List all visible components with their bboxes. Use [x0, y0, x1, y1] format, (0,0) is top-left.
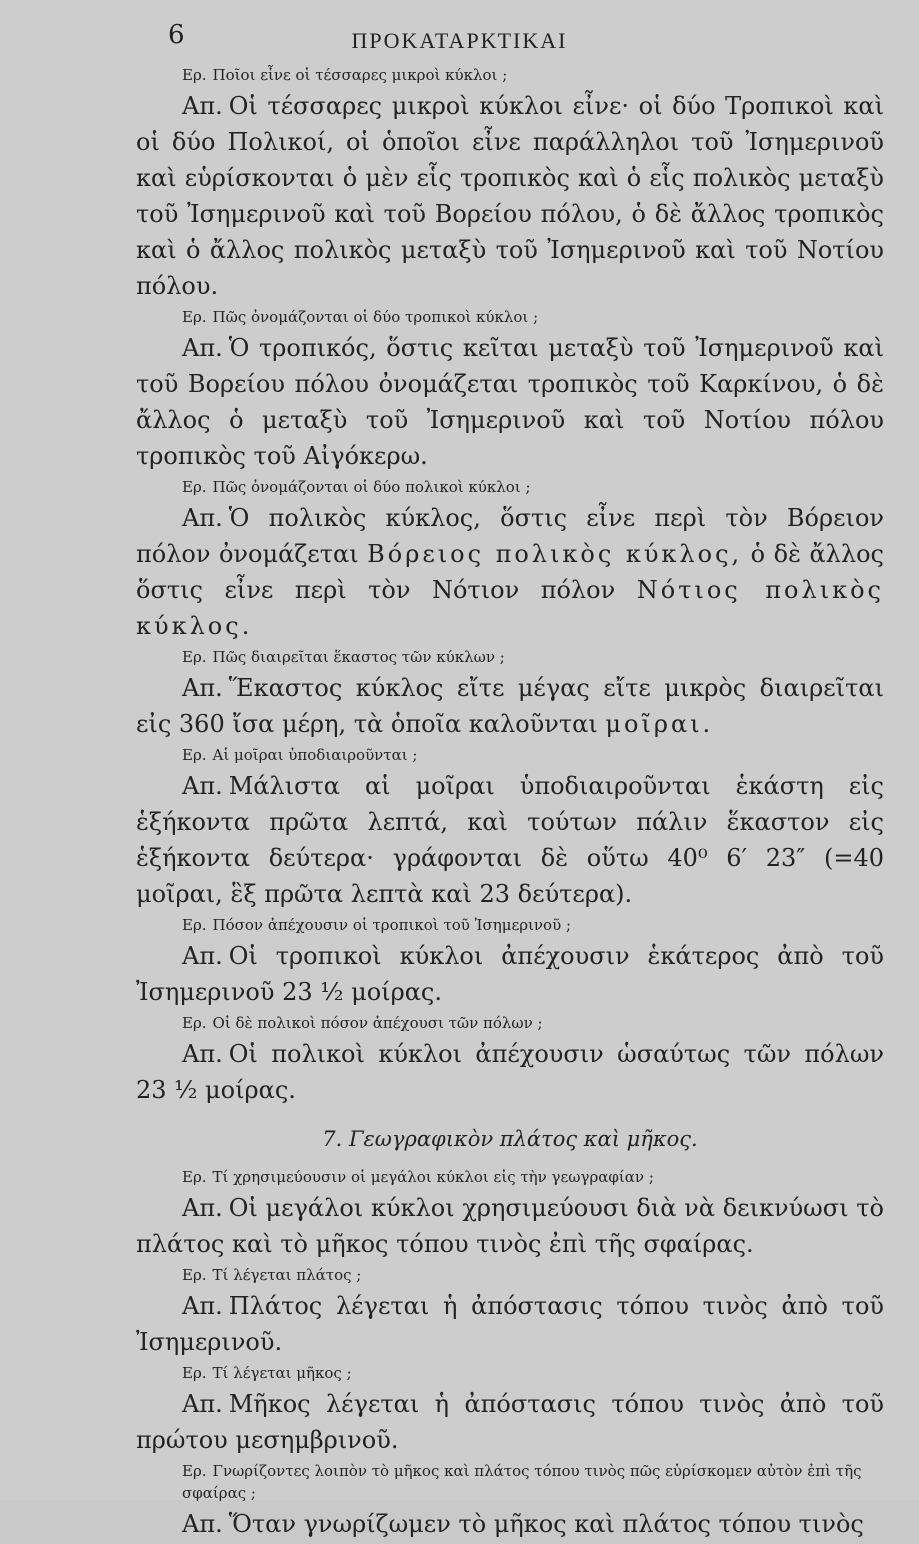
question-prefix: Ερ. [182, 1266, 207, 1284]
question [136, 1166, 884, 1188]
question-text: Τί λέγεται πλάτος ; [212, 1266, 362, 1284]
answer-text: Ὁ πολικὸς κύκλος, ὅστις εἶνε περὶ τὸν Βόρειον πόλον ὀνομάζεται [136, 504, 884, 568]
question-text: Πῶς ὀνομάζονται οἱ δύο πολικοὶ κύκλοι ; [212, 478, 531, 496]
question-text: Γνωρίζοντες λοιπὸν τὸ μῆκος καὶ πλάτος τόπου τινὸς πῶς εὑρίσκομεν αὐτὸν ἐπὶ τῆς σφαίρας ; [182, 1462, 862, 1502]
answer-prefix: Απ. [182, 942, 223, 970]
question-prefix: Ερ. [182, 648, 207, 666]
answer-prefix: Απ. [182, 1292, 223, 1320]
question-text: Τί λέγεται μῆκος ; [212, 1364, 352, 1382]
answer-text: Ὁ τροπικός, ὅστις κεῖται μεταξὺ τοῦ Ἰσημερινοῦ καὶ τοῦ Βορείου πόλου ὀνομάζεται τροπικὸς τοῦ Καρκίνου, ὁ δὲ ἄλλος ὁ μεταξὺ τοῦ Ἰσημερινοῦ καὶ τοῦ Νοτίου πόλου τροπικὸς τοῦ Αἰγόκερω. [136, 334, 884, 470]
question [136, 914, 884, 936]
answer [136, 1386, 884, 1458]
answer [136, 1506, 884, 1542]
question-prefix: Ερ. [182, 478, 207, 496]
page-header [0, 18, 919, 58]
page-number: 6 [168, 20, 186, 50]
question-text: Ποῖοι εἶνε οἱ τέσσαρες μικροὶ κύκλοι ; [212, 66, 508, 84]
question [136, 1264, 884, 1286]
answer-text: Οἱ τέσσαρες μικροὶ κύκλοι εἶνε· οἱ δύο Τροπικοὶ καὶ οἱ δύο Πολικοί, οἱ ὁποῖοι εἶνε παράλληλοι τοῦ Ἰσημερινοῦ καὶ εὑρίσκονται ὁ μὲν εἷς τροπικὸς καὶ ὁ εἷς πολικὸς μεταξὺ τοῦ Ἰσημερινοῦ καὶ τοῦ Βορείου πόλου, ὁ δὲ ἄλλος τροπικὸς καὶ ὁ ἄλλος πολικὸς μεταξὺ τοῦ Ἰσημερινοῦ καὶ τοῦ Νοτίου πόλου. [136, 92, 884, 300]
answer [136, 768, 884, 912]
spaced-term: Βόρειος πολικὸς κύκλος, [367, 540, 743, 568]
question-prefix: Ερ. [182, 1168, 207, 1186]
question-prefix: Ερ. [182, 1462, 207, 1480]
question-prefix: Ερ. [182, 746, 207, 764]
answer-text: Ὅταν γνωρίζωμεν τὸ μῆκος καὶ πλάτος τόπου τινὸς [228, 1510, 864, 1538]
answer-text: Μῆκος λέγεται ἡ ἀπόστασις τόπου τινὸς ἀπὸ τοῦ πρώτου μεσημβρινοῦ. [136, 1390, 884, 1454]
answer [136, 1288, 884, 1360]
running-title: ΠΡΟΚΑΤΑΡΚΤΙΚΑΙ [351, 28, 568, 53]
question-prefix: Ερ. [182, 1014, 207, 1032]
answer [136, 1190, 884, 1262]
question-text: Οἱ δὲ πολικοὶ πόσον ἀπέχουσι τῶν πόλων ; [212, 1014, 543, 1032]
question [136, 64, 884, 86]
answer [136, 938, 884, 1010]
answer [136, 88, 884, 304]
answer [136, 330, 884, 474]
answer-text: Οἱ πολικοὶ κύκλοι ἀπέχουσιν ὡσαύτως τῶν πόλων 23 ½ μοίρας. [136, 1040, 884, 1104]
question-text: Πόσον ἀπέχουσιν οἱ τροπικοὶ τοῦ Ἰσημερινοῦ ; [212, 916, 572, 934]
question [136, 646, 884, 668]
answer-text: Πλάτος λέγεται ἡ ἀπόστασις τόπου τινὸς ἀπὸ τοῦ Ἰσημερινοῦ. [136, 1292, 884, 1356]
spaced-term: Νότιος πολικὸς κύκλος. [136, 576, 884, 640]
question-prefix: Ερ. [182, 308, 207, 326]
answer-prefix: Απ. [182, 674, 223, 702]
question-text: Πῶς ὀνομάζονται οἱ δύο τροπικοὶ κύκλοι ; [212, 308, 539, 326]
answer-text: Μάλιστα αἱ μοῖραι ὑποδιαιροῦνται ἑκάστη εἰς ἑξήκοντα πρῶτα λεπτά, καὶ τούτων πάλιν ἕκαστον εἰς ἑξήκοντα δεύτερα· γράφονται δὲ οὕτω 40⁰ 6′ 23″ (=40 μοῖραι, ἓξ πρῶτα λεπτὰ καὶ 23 δεύτερα). [136, 772, 884, 908]
question-text: Πῶς διαιρεῖται ἕκαστος τῶν κύκλων ; [212, 648, 505, 666]
answer-prefix: Απ. [182, 772, 223, 800]
question [136, 1362, 884, 1384]
question [136, 1012, 884, 1034]
question-prefix: Ερ. [182, 66, 207, 84]
answer [136, 500, 884, 644]
answer-prefix: Απ. [182, 92, 223, 120]
answer-prefix: Απ. [182, 1194, 223, 1222]
question [136, 1460, 884, 1504]
question [136, 306, 884, 328]
section-heading: 7. Γεωγραφικὸν πλάτος καὶ μῆκος. [322, 1127, 698, 1151]
answer-text: Οἱ μεγάλοι κύκλοι χρησιμεύουσι διὰ νὰ δεικνύωσι τὸ πλάτος καὶ τὸ μῆκος τόπου τινὸς ἐπὶ τῆς σφαίρας. [136, 1194, 884, 1258]
answer-prefix: Απ. [182, 1390, 223, 1418]
spaced-term: μοῖραι. [605, 710, 714, 738]
question [136, 476, 884, 498]
question-prefix: Ερ. [182, 1364, 207, 1382]
question-text: Τί χρησιμεύουσιν οἱ μεγάλοι κύκλοι εἰς τὴν γεωγραφίαν ; [212, 1168, 654, 1186]
question-prefix: Ερ. [182, 916, 207, 934]
answer-text: Οἱ τροπικοὶ κύκλοι ἀπέχουσιν ἑκάτερος ἀπὸ τοῦ Ἰσημερινοῦ 23 ½ μοίρας. [136, 942, 884, 1006]
answer [136, 1036, 884, 1108]
answer-text: Ἕκαστος κύκλος εἴτε μέγας εἴτε μικρὸς διαιρεῖται εἰς 360 ἴσα μέρη, τὰ ὁποῖα καλοῦνται [136, 674, 884, 738]
answer-text: ὁ δὲ ἄλλος ὅστις εἶνε περὶ τὸν Νότιον πόλον [136, 540, 884, 604]
answer-prefix: Απ. [182, 1040, 223, 1068]
question-text: Αἱ μοῖραι ὑποδιαιροῦνται ; [212, 746, 418, 764]
page-body [136, 62, 884, 1544]
answer-prefix: Απ. [182, 334, 223, 362]
answer-prefix: Απ. [182, 504, 223, 532]
answer [136, 670, 884, 742]
answer-prefix: Απ. [182, 1510, 223, 1538]
question [136, 744, 884, 766]
